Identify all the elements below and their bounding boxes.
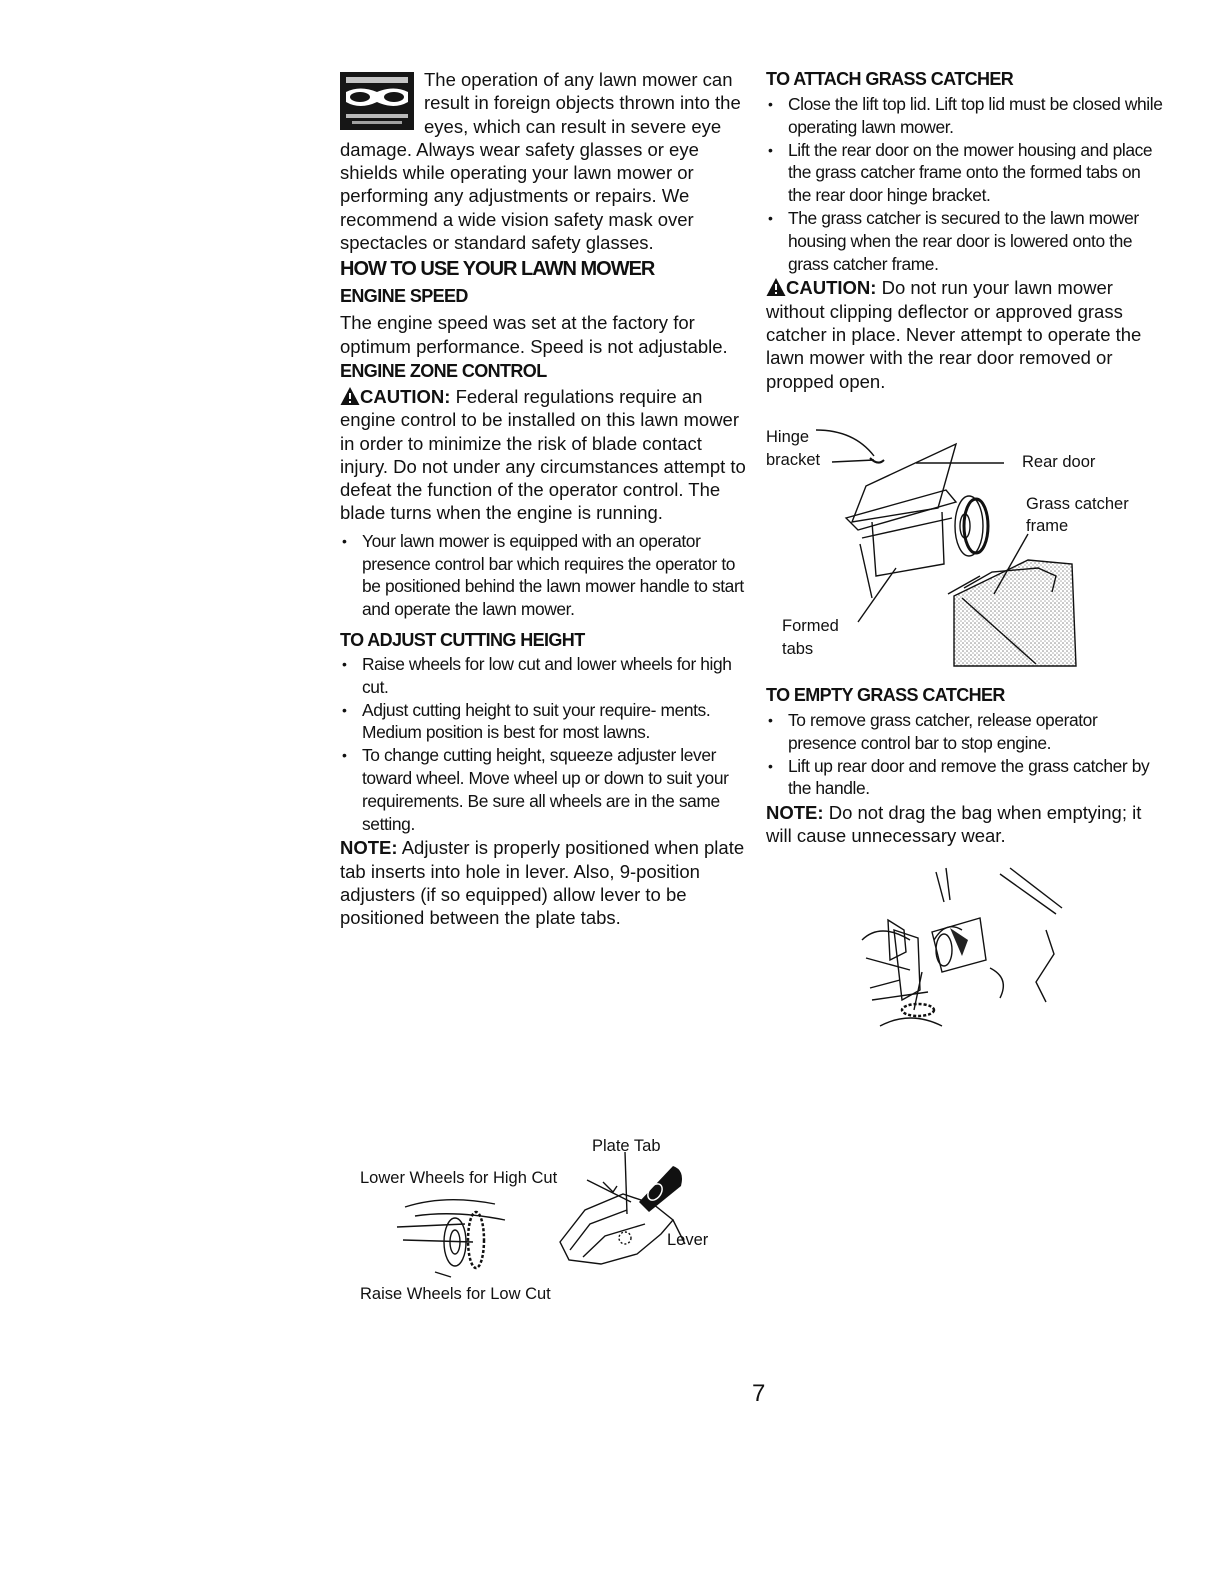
cutting-height-bullets	[340, 653, 750, 835]
height-adjuster-figure	[355, 1132, 735, 1312]
caution-label: CAUTION:	[360, 385, 451, 407]
right-column	[766, 68, 1166, 393]
list-item: • The grass catcher is secured to the lawn mower housing when the rear door is lowered onto the grass catcher frame.	[766, 207, 1166, 275]
intro-rest-text: which can result in severe eye damage. Always wear safety glasses or eye shields while operating your lawn mower or performing any adjustments or repairs. We recommend a wide vision safety mask over spectacles or standard safety glasses.	[340, 115, 722, 254]
tabs-label: tabs	[782, 640, 814, 658]
engine-zone-caution	[340, 385, 750, 525]
bracket-label: bracket	[766, 451, 821, 469]
caution-label: CAUTION:	[786, 277, 877, 299]
formed-label: Formed	[782, 617, 839, 635]
empty-note	[766, 801, 1166, 848]
lever-label: Lever	[667, 1231, 709, 1249]
right-column-lower	[766, 684, 1166, 848]
engine-zone-heading: ENGINE ZONE CONTROL	[340, 360, 547, 381]
list-item: • Adjust cutting height to suit your require- ments. Medium position is best for most lawns.	[340, 699, 750, 745]
engine-zone-bullets	[340, 530, 750, 621]
page-number: 7	[752, 1380, 766, 1407]
list-item: • To change cutting height, squeeze adjuster lever toward wheel. Move wheel up or down to suit your requirements. Be sure all wheels are in the same setting.	[340, 744, 750, 835]
left-column	[340, 68, 750, 930]
grass-catcher-frame-label-2: frame	[1026, 517, 1069, 535]
caution-text: Do not run your lawn mower without clipping deflector or approved grass catcher in place. Never attempt to operate the lawn mower with the rear door removed or propped open.	[766, 277, 1142, 392]
note-text: Do not drag the bag when emptying; it will cause unnecessary wear.	[766, 802, 1142, 847]
how-to-use-heading: HOW TO USE YOUR LAWN MOWER	[340, 258, 655, 281]
grass-catcher-figure	[766, 426, 1166, 676]
note-label: NOTE:	[340, 837, 398, 859]
raise-wheels-label: Raise Wheels for Low Cut	[360, 1285, 551, 1303]
rear-door-label: Rear door	[1022, 453, 1096, 471]
eye-safety-intro	[340, 68, 750, 254]
list-item: • Close the lift top lid. Lift top lid must be closed while operating lawn mower.	[766, 93, 1166, 139]
cutting-note	[340, 836, 750, 929]
attach-caution	[766, 276, 1166, 392]
wear-safety-glasses-icon	[340, 72, 414, 130]
caution-text: Federal regulations require an engine control to be installed on this lawn mower in order to minimize the risk of blade contact injury. Do not under any circumstances attempt to defeat the function of the operator control. The blade turns when the engine is running.	[340, 385, 746, 524]
warning-icon	[766, 277, 786, 297]
empty-catcher-bullets	[766, 709, 1166, 800]
height-adjuster-drawing	[355, 1132, 735, 1312]
plate-tab-label: Plate Tab	[592, 1137, 661, 1155]
intro-first-text: The operation of any lawn mower can result in foreign objects thrown into the eyes,	[424, 69, 741, 137]
engine-speed-heading: ENGINE SPEED	[340, 286, 468, 307]
list-item: • Your lawn mower is equipped with an operator presence control bar which requires the operator to be positioned behind the lawn mower handle to start and operate the lawn mower.	[340, 530, 750, 621]
list-item: • Lift the rear door on the mower housing and place the grass catcher frame onto the formed tabs on the rear door hinge bracket.	[766, 139, 1166, 207]
list-item: • Lift up rear door and remove the grass catcher by the handle.	[766, 755, 1166, 801]
engine-speed-text: The engine speed was set at the factory for optimum performance. Speed is not adjustable.	[340, 312, 728, 357]
note-label: NOTE:	[766, 802, 824, 824]
list-item: • Raise wheels for low cut and lower wheels for high cut.	[340, 653, 750, 699]
empty-catcher-heading: TO EMPTY GRASS CATCHER	[766, 685, 1005, 705]
note-text: Adjuster is properly positioned when plate tab inserts into hole in lever. Also, 9-position adjusters (if so equipped) allow lever to be positioned between the plate tabs.	[340, 837, 745, 929]
empty-catcher-drawing	[850, 860, 1070, 1030]
grass-catcher-frame-label-1: Grass catcher	[1026, 495, 1129, 513]
list-item: • To remove grass catcher, release operator presence control bar to stop engine.	[766, 709, 1166, 755]
cutting-height-heading: TO ADJUST CUTTING HEIGHT	[340, 629, 585, 650]
grass-catcher-drawing	[766, 426, 1166, 676]
attach-catcher-heading: TO ATTACH GRASS CATCHER	[766, 69, 1014, 89]
hinge-label: Hinge	[766, 428, 810, 446]
warning-icon	[340, 386, 360, 406]
attach-catcher-bullets	[766, 93, 1166, 275]
lower-wheels-label: Lower Wheels for High Cut	[360, 1169, 558, 1187]
